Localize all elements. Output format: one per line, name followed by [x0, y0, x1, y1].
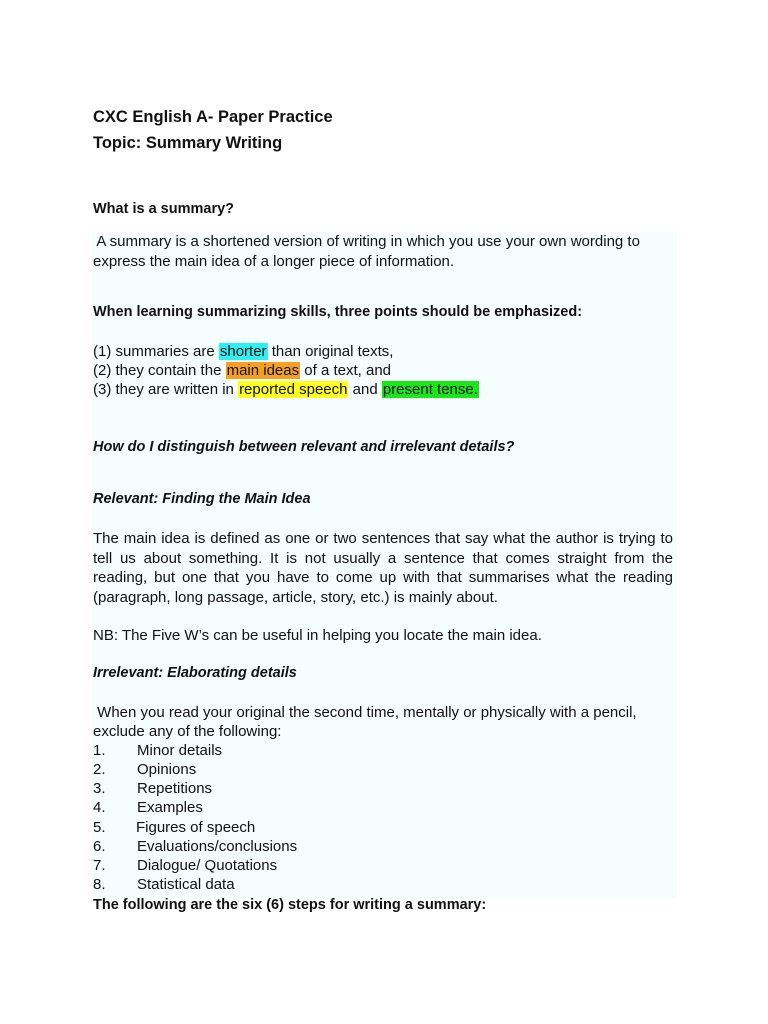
highlight-present-tense: present tense.	[382, 381, 478, 398]
list-item	[93, 741, 222, 760]
list-item	[93, 818, 255, 837]
list-item-number: 3.	[93, 780, 106, 797]
list-item-number: 6.	[93, 838, 106, 855]
distinguish-heading: How do I distinguish between relevant and irrelevant details?	[93, 439, 515, 455]
point-1-prefix: (1) summaries are	[93, 343, 219, 360]
highlight-main-ideas: main ideas	[226, 362, 300, 379]
list-item	[93, 798, 203, 817]
list-item	[93, 760, 196, 779]
point-3-prefix: (3) they are written in	[93, 381, 239, 398]
point-2-suffix: of a text, and	[300, 362, 392, 379]
irrelevant-heading: Irrelevant: Elaborating details	[93, 665, 297, 681]
document-topic: Topic: Summary Writing	[93, 134, 283, 152]
list-item-label: Minor details	[137, 742, 223, 759]
main-idea-paragraph: The main idea is defined as one or two sentences that say what the author is trying to tell us about something. It is not usually a sentence that comes straight from the reading, but one that you have to come up with that summarises what the reading (paragraph, long passage, article, story, etc.) is mainly about.	[93, 530, 673, 606]
steps-heading: The following are the six (6) steps for writing a summary:	[93, 897, 487, 913]
point-2-prefix: (2) they contain the	[93, 362, 226, 379]
relevant-heading: Relevant: Finding the Main Idea	[93, 491, 311, 507]
exclude-text-line2: exclude any of the following:	[93, 723, 282, 740]
what-is-text-line1: A summary is a shortened version of writing in which you use your own wording to	[93, 233, 640, 250]
list-item-number: 2.	[93, 761, 106, 778]
exclude-text-line1: When you read your original the second time, mentally or physically with a pencil,	[93, 704, 637, 721]
list-item	[93, 779, 212, 798]
nb-text: NB: The Five W’s can be useful in helping you locate the main idea.	[93, 627, 542, 644]
list-item-number: 1.	[93, 742, 106, 759]
list-item-label: Examples	[137, 799, 203, 816]
document-title: CXC English A- Paper Practice	[93, 108, 333, 126]
list-item	[93, 856, 277, 875]
list-item-number: 5.	[93, 819, 106, 836]
point-1-suffix: than original texts,	[267, 343, 394, 360]
point-3	[93, 380, 479, 399]
list-item-label: Evaluations/conclusions	[137, 838, 298, 855]
list-item-number: 8.	[93, 876, 106, 893]
what-is-text-line2: express the main idea of a longer piece of information.	[93, 253, 455, 270]
list-item-label: Repetitions	[137, 780, 213, 797]
list-item	[93, 875, 235, 894]
point-2	[93, 361, 391, 380]
point-3-middle: and	[348, 381, 382, 398]
list-item-label: Figures of speech	[136, 819, 256, 836]
what-is-heading: What is a summary?	[93, 201, 235, 217]
highlight-shorter: shorter	[219, 343, 267, 360]
point-1	[93, 342, 393, 361]
points-heading: When learning summarizing skills, three points should be emphasized:	[93, 304, 583, 320]
list-item-label: Opinions	[137, 761, 197, 778]
list-item-number: 7.	[93, 857, 106, 874]
list-item	[93, 837, 297, 856]
highlight-reported-speech: reported speech	[239, 381, 348, 398]
list-item-label: Dialogue/ Quotations	[137, 857, 278, 874]
list-item-label: Statistical data	[137, 876, 235, 893]
list-item-number: 4.	[93, 799, 106, 816]
